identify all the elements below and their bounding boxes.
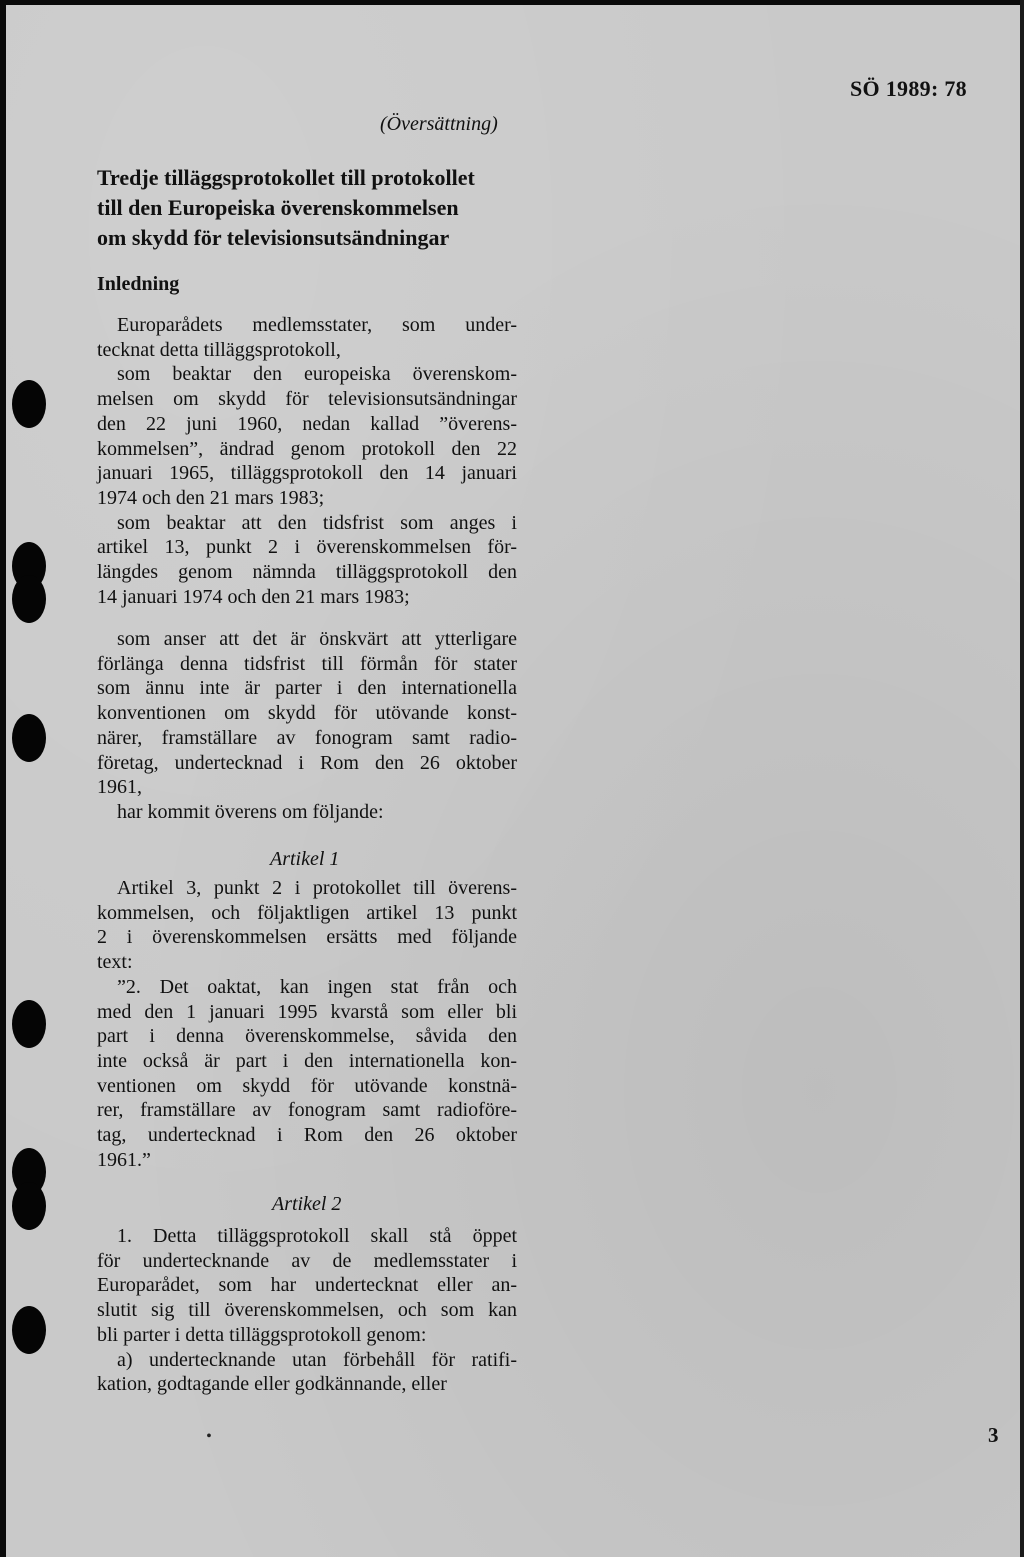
text-line: part i denna överenskommelse, såvida den	[97, 1025, 517, 1048]
stray-mark: •	[206, 1428, 212, 1445]
scan-edge-top	[0, 0, 1024, 5]
text-line: kommelsen, och följaktligen artikel 13 punkt	[97, 901, 517, 924]
binder-hole-1	[12, 380, 46, 428]
text-line: tag, undertecknad i Rom den 26 oktober	[97, 1124, 517, 1147]
section-heading: Inledning	[97, 273, 180, 295]
binder-hole-3	[12, 575, 46, 623]
text-line: som beaktar den europeiska överenskom-	[117, 363, 517, 386]
text-line: för undertecknande av de medlemsstater i	[97, 1249, 517, 1272]
title-line: till den Europeiska överenskommelsen	[97, 195, 459, 220]
page-number: 3	[988, 1423, 999, 1447]
translation-note: (Översättning)	[380, 113, 498, 135]
text-line: 14 januari 1974 och den 21 mars 1983;	[97, 585, 410, 608]
text-line: kommelsen”, ändrad genom protokoll den 22	[97, 437, 517, 460]
text-line: som beaktar att den tidsfrist som anges i	[117, 511, 517, 534]
text-line: som ännu inte är parter i den internationella	[97, 677, 517, 700]
binder-hole-8	[12, 1306, 46, 1354]
text-line: 1. Detta tilläggsprotokoll skall stå öppet	[117, 1225, 517, 1247]
text-line: slutit sig till överenskommelsen, och som kan	[97, 1299, 517, 1322]
text-line: tecknat detta tilläggsprotokoll,	[97, 338, 341, 361]
text-line: 2 i överenskommelsen ersätts med följande	[97, 926, 517, 949]
text-line: Europarådet, som har undertecknat eller an-	[97, 1274, 517, 1297]
binder-hole-5	[12, 1000, 46, 1048]
text-line: förlänga denna tidsfrist till förmån för stater	[97, 652, 517, 675]
text-line: rer, framställare av fonogram samt radioföre-	[97, 1099, 517, 1122]
text-line: bli parter i detta tilläggsprotokoll genom:	[97, 1323, 427, 1346]
article-1-heading: Artikel 1	[270, 848, 340, 870]
text-line: närer, framställare av fonogram samt radio-	[97, 726, 517, 749]
text-line: med den 1 januari 1995 kvarstå som eller bli	[97, 1000, 517, 1023]
text-line: inte också är part i den internationella kon-	[97, 1049, 517, 1072]
text-line: ventionen om skydd för utövande konstnä-	[97, 1074, 517, 1097]
text-line: längdes genom nämnda tilläggsprotokoll den	[97, 561, 517, 584]
text-line: melsen om skydd för televisionsutsändningar	[97, 388, 517, 411]
scan-edge-left	[0, 0, 6, 1557]
scan-edge-right	[1020, 0, 1024, 1557]
text-line: konventionen om skydd för utövande konst-	[97, 702, 517, 725]
show-through-text	[560, 120, 990, 245]
text-line: kation, godtagande eller godkännande, eller	[97, 1373, 447, 1396]
title-line: om skydd för televisionsutsändningar	[97, 225, 450, 250]
preamble-paragraphs	[97, 313, 517, 609]
text-line: januari 1965, tilläggsprotokoll den 14 januari	[97, 462, 517, 485]
text-line: den 22 juni 1960, nedan kallad ”överens-	[97, 412, 517, 435]
text-line: företag, undertecknad i Rom den 26 oktober	[97, 751, 517, 774]
title-line: Tredje tilläggsprotokollet till protokollet	[97, 165, 475, 190]
text-line: 1961.”	[97, 1148, 151, 1171]
text-line: Artikel 3, punkt 2 i protokollet till överens-	[117, 877, 517, 899]
text-line: a) undertecknande utan förbehåll för ratifi-	[117, 1348, 517, 1371]
document-code: SÖ 1989: 78	[850, 76, 967, 101]
text-line: artikel 13, punkt 2 i överenskommelsen för-	[97, 536, 517, 559]
text-line: har kommit överens om följande:	[117, 800, 384, 823]
text-line: som anser att det är önskvärt att ytterligare	[117, 628, 517, 650]
article-1-text	[97, 876, 517, 1172]
document-title	[97, 163, 537, 253]
article-2-heading: Artikel 2	[272, 1193, 342, 1215]
article-2-text	[97, 1224, 517, 1397]
binder-hole-7	[12, 1182, 46, 1230]
preamble-continuation	[97, 627, 517, 825]
text-line: text:	[97, 951, 133, 974]
binder-hole-4	[12, 714, 46, 762]
text-line: ”2. Det oaktat, kan ingen stat från och	[117, 975, 517, 998]
text-line: 1961,	[97, 776, 142, 799]
text-line: 1974 och den 21 mars 1983;	[97, 486, 325, 509]
text-line: Europarådets medlemsstater, som under-	[117, 314, 517, 336]
